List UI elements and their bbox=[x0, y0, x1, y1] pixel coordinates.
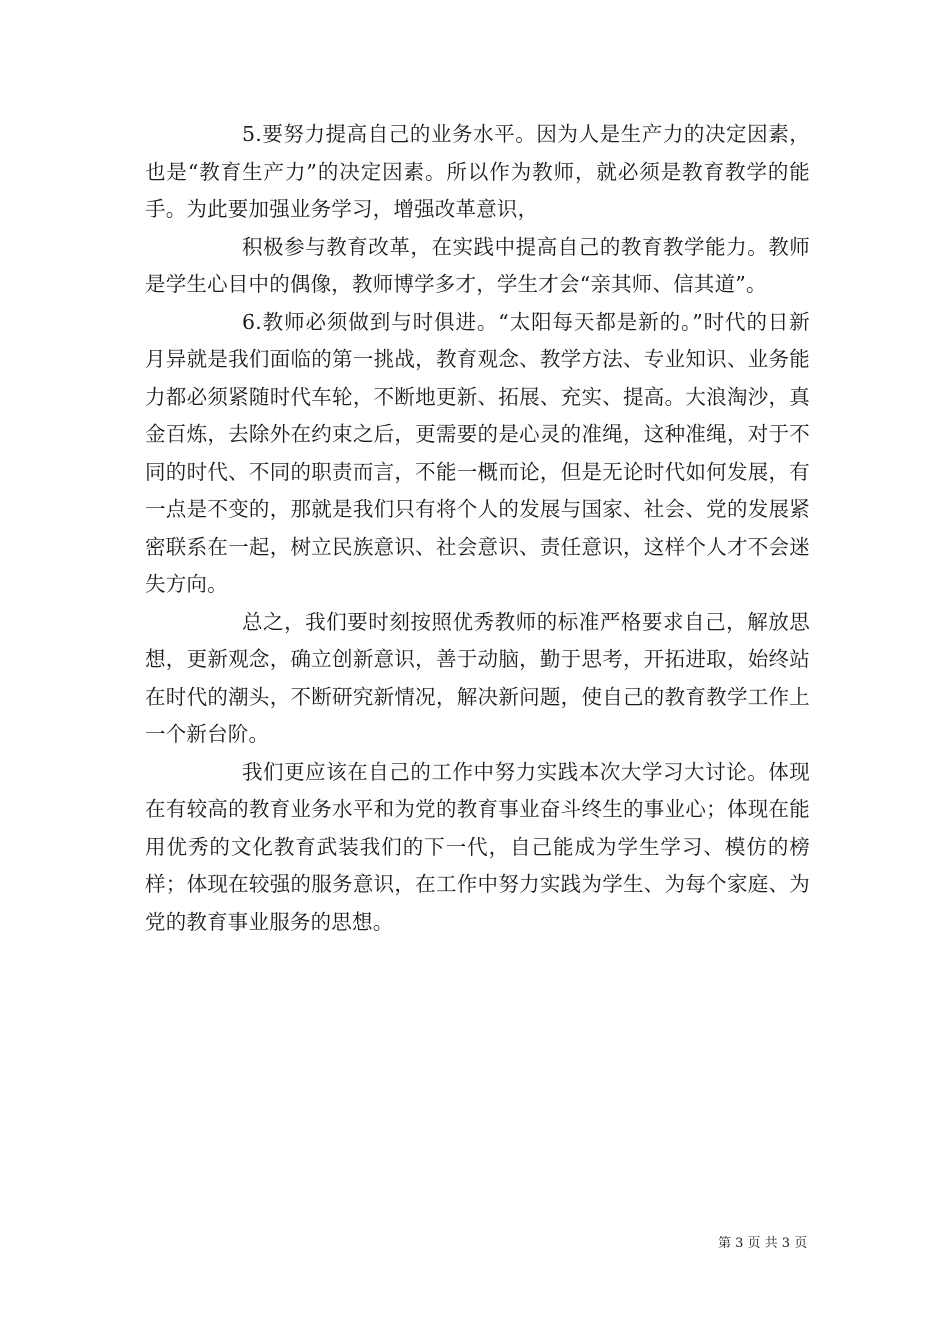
paragraph-closing: 我们更应该在自己的工作中努力实践本次大学习大讨论。体现在有较高的教育业务水平和为党的教育事业奋斗终生的事业心；体现在能用优秀的文化教育武装我们的下一代，自己能成为学生学习、模仿的榜样；体现在较强的服务意识，在工作中努力实践为学生、为每个家庭、为党的教育事业服务的思想。 bbox=[145, 759, 810, 934]
paragraph-point-6: 6.教师必须做到与时俱进。“太阳每天都是新的。”时代的日新月异就是我们面临的第一挑战，教育观念、教学方法、专业知识、业务能力都必须紧随时代车轮，不断地更新、拓展、充实、提高。大浪淘沙，真金百炼，去除外在约束之后，更需要的是心灵的准绳，这种准绳，对于不同的时代、不同的职责而言，不能一概而论，但是无论时代如何发展，有一点是不变的，那就是我们只有将个人的发展与国家、社会、党的发展紧密联系在一起，树立民族意识、社会意识、责任意识，这样个人才不会迷失方向。 bbox=[145, 309, 810, 596]
paragraph-point-5-continued: 积极参与教育改革，在实践中提高自己的教育教学能力。教师是学生心目中的偶像，教师博学多才，学生才会“亲其师、信其道”。 bbox=[145, 234, 810, 296]
page-number-footer: 第 3 页 共 3 页 bbox=[718, 1236, 808, 1251]
paragraph-summary: 总之，我们要时刻按照优秀教师的标准严格要求自己，解放思想，更新观念，确立创新意识，善于动脑，勤于思考，开拓进取，始终站在时代的潮头，不断研究新情况，解决新问题，使自己的教育教学工作上一个新台阶。 bbox=[145, 609, 810, 746]
paragraph-point-5: 5.要努力提高自己的业务水平。因为人是生产力的决定因素，也是“教育生产力”的决定因素。所以作为教师，就必须是教育教学的能手。为此要加强业务学习，增强改革意识， bbox=[145, 122, 810, 221]
document-body bbox=[145, 116, 810, 941]
